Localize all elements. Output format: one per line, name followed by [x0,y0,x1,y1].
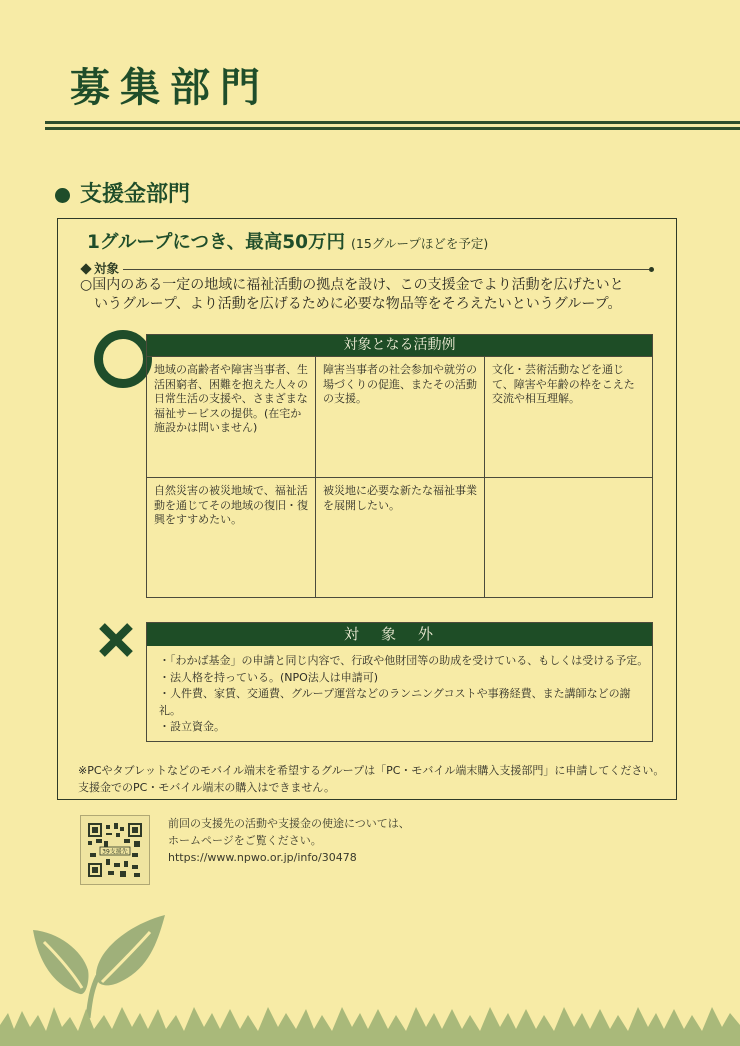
excluded-item: ・法人格を持っている。(NPO法人は申請可) [159,670,379,684]
diamond-icon [80,263,91,274]
excluded-item: ・人件費、家賃、交通費、グループ運営などのランニングコストや事務経費、また講師などの謝礼。 [159,687,631,717]
target-description [80,276,670,314]
cross-ng-icon [96,620,136,660]
info-line1: 前回の支援先の活動や支援金の使途については、 [168,817,410,830]
footnote [78,763,668,796]
title-rule-top [45,121,740,124]
target-desc-line2: いうグループ、より活動を広げるために必要な物品等をそろえたいというグループ。 [94,296,622,312]
svg-text:39支援先: 39支援先 [102,848,128,856]
sprout-leaf-icon [30,910,170,1020]
target-desc-line1: ○国内のある一定の地域に福祉活動の拠点を設け、この支援金でより活動を広げたいと [80,277,624,293]
excluded-box [146,622,653,742]
eligible-activities-table [146,334,653,598]
qr-code-icon [88,823,142,877]
divider-line [123,269,649,270]
info-url-link[interactable]: https://www.npwo.or.jp/info/30478 [168,851,357,864]
grant-count-note: (15グループほどを予定) [351,236,489,251]
eligible-table-header: 対象となる活動例 [147,335,652,356]
qr-code[interactable] [80,815,150,885]
title-rule-bottom [45,127,740,130]
past-support-info [168,815,410,866]
footnote-line2: 支援金でのPC・モバイル端末の購入はできません。 [78,780,335,794]
page-title: 募集部門 [70,65,270,111]
excluded-list [147,646,652,736]
excluded-item: ・「わかば基金」の申請と同じ内容で、行政や他財団等の助成を受けている、もしくは受ける予定。 [159,654,649,667]
section-title-text: 支援金部門 [80,182,191,207]
excluded-header: 対象外 [147,623,652,646]
grant-amount: 1グループにつき、最高50万円 [87,232,346,253]
section-title [55,180,190,210]
grant-headline [87,230,488,257]
eligible-cell: 文化・芸術活動などを通じて、障害や年齢の枠をこえた交流や相互理解。 [485,356,652,477]
eligible-cell-empty [485,477,652,597]
eligible-cell: 自然災害の被災地域で、福祉活動を通じてその地域の復旧・復興をすすめたい。 [147,477,316,597]
eligible-cell: 地域の高齢者や障害当事者、生活困窮者、困難を抱えた人々の日常生活の支援や、さまざまな福祉サービスの提供。(在宅か施設かは問いません) [147,356,316,477]
target-heading [80,261,654,277]
grass-border-decoration [0,1005,740,1046]
target-label: 対象 [94,261,120,276]
eligible-cell: 被災地に必要な新たな福祉事業を展開したい。 [316,477,485,597]
circle-ok-icon [94,330,152,388]
line-end-dot-icon [649,267,654,272]
excluded-item: ・設立資金。 [159,720,225,733]
footnote-line1: ※PCやタブレットなどのモバイル端末を希望するグループは「PC・モバイル端末購入支援部門」に申請してください。 [78,764,665,777]
eligible-cell: 障害当事者の社会参加や就労の場づくりの促進、またその活動の支援。 [316,356,485,477]
bullet-dot-icon [55,188,70,203]
info-line2: ホームページをご覧ください。 [168,834,322,847]
